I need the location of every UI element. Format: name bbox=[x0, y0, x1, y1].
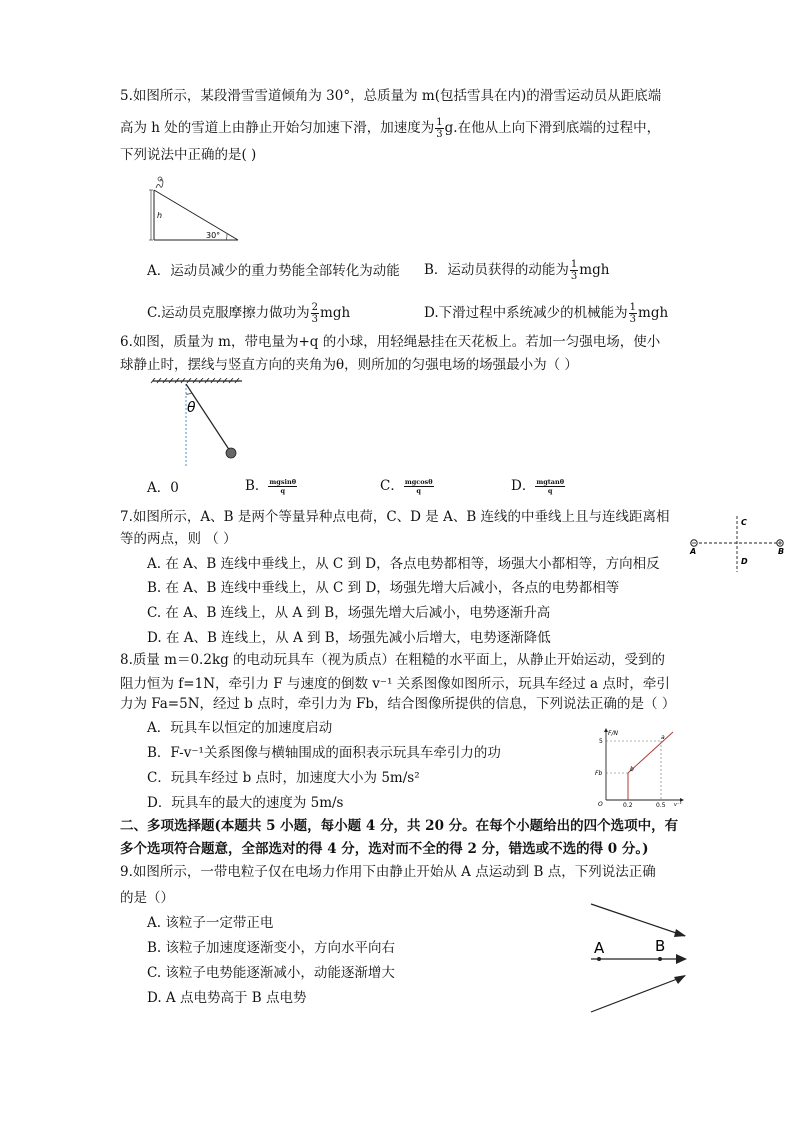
q5-stem-line1: 5.如图所示，某段滑雪雪道倾角为 30°，总质量为 m(包括雪具在内)的滑雪运动员从距底端 bbox=[120, 88, 662, 104]
section2-heading-line2: 多个选项符合题意，全部选对的得 4 分，选对而不全的得 2 分，错选或不选的得 0 分。) bbox=[120, 841, 649, 857]
q6-stem-line1: 6.如图，质量为 m，带电量为+q 的小球，用轻绳悬挂在天花板上。若加一匀强电场，使小 bbox=[120, 334, 661, 350]
q7-stem-line2: 等的两点，则 （ ） bbox=[120, 531, 237, 547]
q5-slope-figure bbox=[146, 174, 242, 244]
q6-option-c[interactable]: C． $\frac{mgcos\theta}{q}$ bbox=[380, 478, 433, 495]
q9-option-d[interactable]: D. A 点电势高于 B 点电势 bbox=[147, 990, 307, 1006]
q7-fig-label-a: A bbox=[690, 547, 697, 556]
q8-option-d[interactable]: D．玩具车的最大的速度为 5m/s bbox=[147, 795, 344, 811]
q5-option-c[interactable]: C.运动员克服摩擦力做功为 $\frac{2}{3}$ mgh bbox=[147, 302, 351, 325]
q7-fig-label-b: B bbox=[778, 547, 785, 556]
q8-fig-point-b: b bbox=[630, 766, 634, 773]
q6-option-d[interactable]: D． $\frac{mgtan\theta}{q}$ bbox=[511, 478, 565, 495]
q8-force-graph bbox=[590, 726, 686, 808]
q6-stem-line2: 球静止时，摆线与竖直方向的夹角为θ，则所加的匀强电场的场强最小为（ ） bbox=[120, 357, 578, 373]
q8-stem-line3: 力为 Fa=5N，经过 b 点时，牵引力为 Fb，结合图像所提供的信息，下列说法正确的是（ ） bbox=[120, 696, 676, 712]
q7-stem-line1: 7.如图所示，A、B 是两个等量异种点电荷，C、D 是 A、B 连线的中垂线上且与连线距离相 bbox=[120, 509, 670, 525]
q9-stem-line2: 的是（） bbox=[120, 890, 174, 906]
q5-option-d[interactable]: D.下滑过程中系统减少的机械能为 $\frac{1}{3}$ mgh bbox=[424, 302, 669, 325]
q7-fig-label-d: D bbox=[741, 557, 748, 566]
q6-option-b[interactable]: B． $\frac{mgsin\theta}{q}$ bbox=[245, 478, 297, 495]
q8-option-a[interactable]: A．玩具车以恒定的加速度启动 bbox=[147, 720, 333, 736]
q5-fig-height-label: h bbox=[157, 211, 163, 220]
q7-charges-figure bbox=[684, 512, 790, 578]
q6-pendulum-figure bbox=[150, 378, 246, 468]
q6-option-a[interactable]: A．0 bbox=[147, 480, 179, 496]
q7-option-b[interactable]: B. 在 A、B 连线中垂线上，从 C 到 D，场强先增大后减小，各点的电势都相等 bbox=[147, 580, 620, 596]
q9-fig-label-b: B bbox=[655, 937, 666, 955]
q8-stem-line1: 8.质量 m＝0.2kg 的电动玩具车（视为质点）在粗糙的水平面上，从静止开始运动，受到的 bbox=[120, 652, 666, 668]
q7-option-a[interactable]: A. 在 A、B 连线中垂线上，从 C 到 D，各点电势都相等，场强大小都相等，方向相反 bbox=[147, 556, 660, 572]
q5-stem-line3: 下列说法中正确的是( ) bbox=[120, 147, 257, 163]
q9-field-lines-figure bbox=[585, 896, 695, 1018]
q8-fig-fb: Fb bbox=[595, 770, 603, 777]
q7-fig-label-c: C bbox=[741, 518, 747, 527]
q5-stem-line2: 高为 h 处的雪道上由静止开始匀加速下滑，加速度为 $\frac{1}{3}$ g.在他从上向下滑到底端的过程中， bbox=[120, 117, 661, 140]
q8-fig-x02: 0.2 bbox=[623, 802, 633, 808]
q5-option-b[interactable]: B．运动员获得的动能为 $\frac{1}{3}$ mgh bbox=[424, 259, 610, 282]
q7-option-d[interactable]: D. 在 A、B 连线上，从 A 到 B，场强先减小后增大，电势逐渐降低 bbox=[147, 630, 551, 646]
q6-fig-theta-label: θ bbox=[187, 400, 196, 416]
q9-fig-label-a: A bbox=[594, 939, 605, 957]
q7-option-c[interactable]: C. 在 A、B 连线上，从 A 到 B，场强先增大后减小，电势逐渐升高 bbox=[147, 605, 551, 621]
q8-fig-xunit: v⁻¹ bbox=[674, 802, 682, 808]
q9-stem-line1: 9.如图所示，一带电粒子仅在电场力作用下由静止开始从 A 点运动到 B 点，下列说法正确 bbox=[120, 864, 656, 880]
q8-option-c[interactable]: C．玩具车经过 b 点时，加速度大小为 5m/s² bbox=[147, 770, 420, 786]
q8-fig-x05: 0.5 bbox=[656, 802, 666, 808]
q8-fig-origin: O bbox=[598, 801, 603, 808]
q8-option-b[interactable]: B．F-v⁻¹关系图像与横轴围成的面积表示玩具车牵引力的功 bbox=[147, 745, 501, 761]
q5-option-a[interactable]: A．运动员减少的重力势能全部转化为动能 bbox=[147, 263, 400, 279]
q8-fig-y5: 5 bbox=[599, 738, 603, 745]
q9-option-a[interactable]: A. 该粒子一定带正电 bbox=[147, 915, 274, 931]
q8-fig-ylabel: F/N bbox=[608, 730, 618, 737]
section2-heading-line1: 二、多项选择题(本题共 5 小题，每小题 4 分，共 20 分。在每个小题给出的四个选项中，有 bbox=[120, 818, 679, 834]
q9-option-c[interactable]: C. 该粒子电势能逐渐减小，动能逐渐增大 bbox=[147, 965, 395, 981]
q9-option-b[interactable]: B. 该粒子加速度逐渐变小，方向水平向右 bbox=[147, 940, 396, 956]
q8-stem-line2: 阻力恒为 f=1N，牵引力 F 与速度的倒数 v⁻¹ 关系图像如图所示，玩具车经过 a 点时，牵引 bbox=[120, 676, 670, 692]
q8-fig-point-a: a bbox=[661, 734, 665, 741]
q5-fig-angle-label: 30° bbox=[206, 231, 221, 240]
q5-accel-fraction: $\frac{1}{3}$ bbox=[436, 117, 443, 140]
